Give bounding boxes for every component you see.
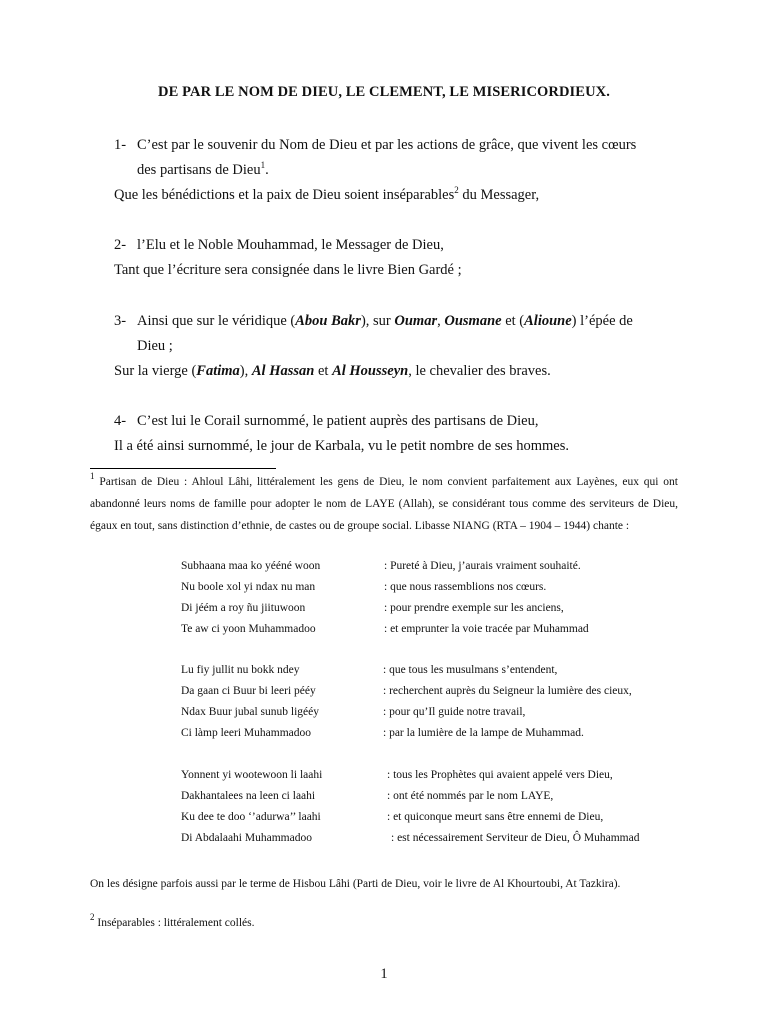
poem-wolof-line: Nu boole xol yi ndax nu man [181, 581, 316, 593]
verse-number: 1- [114, 137, 127, 153]
poem-wolof-line: Te aw ci yoon Muhammadoo [181, 623, 316, 635]
footnote-marker: 1 [90, 471, 95, 481]
name-alioune: Alioune [524, 313, 572, 329]
poem-wolof-line: Di jéém a roy ñu jiituwoon [181, 602, 306, 614]
poem-wolof-line: Subhaana maa ko yééné woon [181, 560, 321, 572]
footnote-ref[interactable]: 2 [454, 185, 459, 195]
poem-translation-line: : que tous les musulmans s’entendent, [383, 664, 558, 676]
poem-wolof-line: Ku dee te doo ‘’adurwa’’ laahi [181, 811, 321, 823]
footnote-1: $^1$ Partisan de Dieu : Ahloul Lâhi, littéralement les gens de Dieu, le nom convient parfaitement aux Layènes, eux qui ont abandonné leurs noms de famille pour adopter le nom de LAYE (Allah), se considérant tous comme des serviteurs de Dieu, égaux en tout, sans distinction d’ethnie, de castes ou de groupe social. Libasse NIANG (RTA – 1904 – 1944) chante : [90, 471, 678, 532]
footnote-1-continued: On les désigne parfois aussi par le terme de Hisbou Lâhi (Parti de Dieu, voir le livre de Al Khourtoubi, At Tazkira). [90, 878, 621, 890]
verse-line: Ainsi que sur le véridique (Abou Bakr), sur Oumar, Ousmane et (Alioune) l’épée de [137, 313, 633, 329]
poem-translation-line: : pour qu’Il guide notre travail, [383, 706, 526, 718]
verse-line: Sur la vierge (Fatima), Al Hassan et Al Housseyn, le chevalier des braves. [114, 363, 551, 379]
verse-number: 3- [114, 313, 127, 329]
page-number: 1 [380, 966, 388, 982]
name-ousmane: Ousmane [444, 313, 502, 329]
name-abou-bakr: Abou Bakr [295, 313, 361, 329]
poem-translation-line: : pour prendre exemple sur les anciens, [384, 602, 564, 614]
poem-translation-line: : recherchent auprès du Seigneur la lumière des cieux, [383, 685, 632, 697]
poem-translation-line: : ont été nommés par le nom LAYE, [387, 790, 554, 802]
verse-line: Que les bénédictions et la paix de Dieu soient inséparables$^2$ du Messager, [114, 185, 540, 203]
verse-line: Il a été ainsi surnommé, le jour de Karbala, vu le petit nombre de ses hommes. [114, 438, 570, 454]
verse-line: C’est lui le Corail surnommé, le patient auprès des partisans de Dieu, [137, 413, 539, 429]
name-fatima: Fatima [196, 363, 240, 379]
poem-translation-line: : Pureté à Dieu, j’aurais vraiment souhaité. [384, 560, 581, 572]
verse-number: 2- [114, 237, 127, 253]
poem-wolof-line: Dakhantalees na leen ci laahi [181, 790, 316, 802]
verse-number: 4- [114, 413, 127, 429]
poem-translation-line: : et quiconque meurt sans être ennemi de Dieu, [387, 811, 604, 823]
poem-wolof-line: Ci làmp leeri Muhammadoo [181, 727, 311, 739]
footnote-separator [90, 468, 276, 469]
poem-wolof-line: Di Abdalaahi Muhammadoo [181, 832, 312, 844]
poem-translation-line: : et emprunter la voie tracée par Muhammad [384, 623, 589, 635]
poem-translation-line: : par la lumière de la lampe de Muhammad. [383, 727, 584, 739]
verse-line: C’est par le souvenir du Nom de Dieu et par les actions de grâce, que vivent les cœurs [137, 137, 637, 153]
poem-translation-line: : tous les Prophètes qui avaient appelé vers Dieu, [387, 769, 613, 781]
verse-line: Dieu ; [137, 338, 173, 354]
poem-wolof-line: Da gaan ci Buur bi leeri pééy [181, 685, 316, 697]
page-title: DE PAR LE NOM DE DIEU, LE CLEMENT, LE MISERICORDIEUX. [158, 84, 610, 100]
poem-wolof-line: Lu fiy jullit nu bokk ndey [181, 664, 300, 676]
poem-translation-line: : que nous rassemblions nos cœurs. [384, 581, 547, 593]
verse-line: l’Elu et le Noble Mouhammad, le Messager de Dieu, [137, 237, 444, 253]
name-al-housseyn: Al Housseyn [332, 363, 409, 379]
footnote-ref[interactable]: 1 [260, 160, 266, 170]
verse-line: des partisans de Dieu$^1$. [137, 160, 269, 178]
name-oumar: Oumar [394, 313, 438, 329]
name-al-hassan: Al Hassan [251, 363, 315, 379]
poem-wolof-line: Yonnent yi wootewoon li laahi [181, 769, 323, 781]
poem-translation-line: : est nécessairement Serviteur de Dieu, Ô Muhammad [391, 832, 640, 844]
footnote-2: $^2$ Inséparables : littéralement collés. [90, 912, 255, 929]
footnote-marker: 2 [90, 912, 95, 922]
verse-line: Tant que l’écriture sera consignée dans le livre Bien Gardé ; [114, 262, 462, 278]
poem-wolof-line: Ndax Buur jubal sunub ligééy [181, 706, 319, 718]
